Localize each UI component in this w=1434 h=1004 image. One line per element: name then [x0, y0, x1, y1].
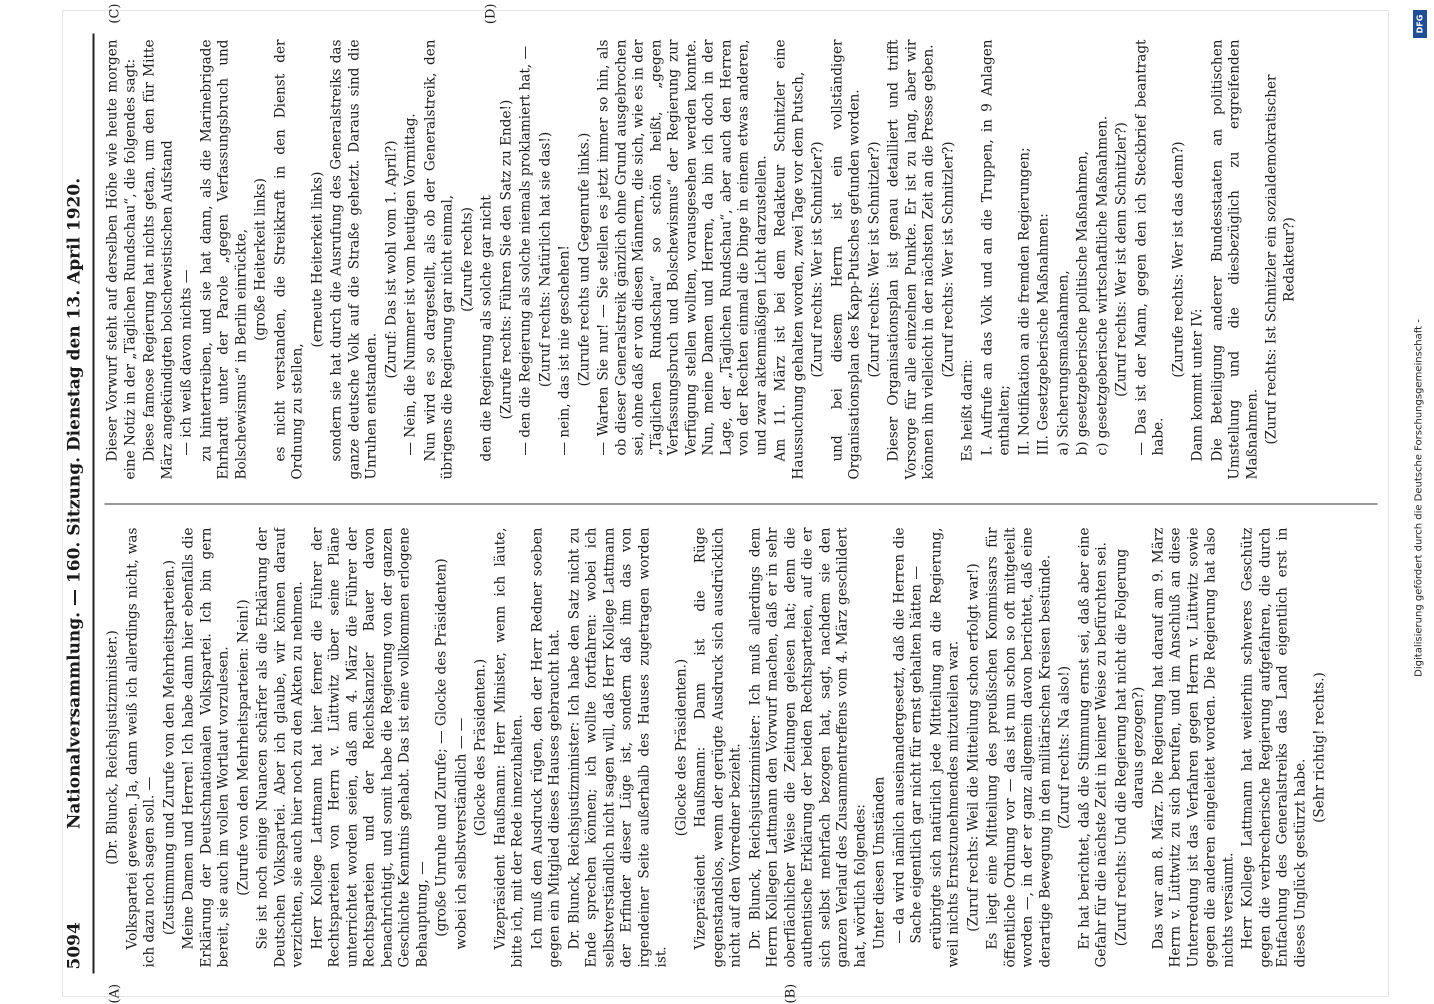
- paragraph: (Zurufe rechts und Gegenrufe links.): [576, 132, 592, 387]
- paragraph: (Zuruf rechts: Ist Schnitzler ein sozialdemokratischer Redakteur?): [1263, 74, 1297, 445]
- paragraph: (Zustimmung und Zurufe von den Mehrheitsparteien.): [161, 559, 177, 936]
- paragraph: Dr. Blunck, Reichsjustizminister: Ich muß allerdings dem Herrn Kollegen Lattmann den Vorwurf machen, daß er in sehr oberflächlicher Weise die Zeitungen gelesen hat; denn die authentische Erklärung der beiden Rechtsparteien, auf die er sich selbst mehrfach bezogen hat, sagt, nachdem sie den ganzen Verlauf des Zusammentreffens vom 4. März geschildert hat, wörtlich folgendes:: [747, 527, 868, 968]
- paragraph: Herr Kollege Lattmann hat hier ferner die Führer der Rechtsparteien von Herrn v. Lüttwitz über seine Pläne unterrichtet worden seien, daß am 4. März die Führer der Rechtsparteien und der Reichskanzler Bauer davon benachrichtigt, und somit habe die Regierung von der ganzen Geschichte Kenntnis gehabt. Das ist eine vollkommen erlogene Behauptung, —: [309, 527, 430, 968]
- paragraph: Die Beteiligung anderer Bundesstaaten an politischen Umstellung und die diesbezüglich zu ergreifenden Maßnahmen.: [1209, 39, 1260, 480]
- paragraph: (Zuruf rechts: Natürlich hat sie das!): [537, 131, 553, 388]
- paragraph: Vizepräsident Haußmann: Dann ist die Rüge gegenstandslos, wenn der gerügte Ausdruck sich ausdrücklich nicht auf den Vorredner bezieht.: [692, 527, 744, 968]
- rotated-page-content: [63, 3, 1388, 1004]
- page-header: [63, 34, 95, 974]
- paragraph: — ich weiß davon nichts —: [178, 269, 195, 456]
- paragraph: Sie ist noch einige Nuancen schärfer als die Erklärung der Deutschen Volkspartei. Aber ich glaube, wir können darauf verzichten, sie auch hier noch zu den Akten zu nehmen.: [254, 527, 306, 968]
- paragraph: (Glocke des Präsidenten.): [673, 658, 689, 837]
- paragraph: — den die Regierung als solche niemals proklamiert hat, —: [517, 45, 534, 456]
- paragraph: (Zurufe rechts: Führen Sie den Satz zu Ende!): [498, 99, 514, 420]
- paragraph: (Zuruf rechts: Na also!): [1056, 665, 1073, 830]
- paragraph: (Zuruf rechts: Wer ist Schnitzler?): [809, 141, 826, 378]
- paragraph: (Zurufe rechts: Wer ist das denn?): [1170, 141, 1186, 378]
- paragraph: Dieser Vorwurf steht auf derselben Höhe wie heute morgen eine Notiz in der „Täglichen Rundschau“, die folgendes sagt:: [104, 39, 138, 480]
- margin-mark-a: (A): [107, 983, 123, 1004]
- paragraph: Diese famose Regierung hat nichts getan, um den für Mitte März angekündigten bolschewistischen Aufstand: [141, 39, 175, 480]
- paragraph: II. Notifikation an die fremden Regierungen;: [1016, 147, 1032, 456]
- left-text-column: [105, 528, 1378, 968]
- paragraph: Es heißt darin:: [959, 359, 976, 462]
- paragraph: — Nein, die Nummer ist vom heutigen Vormittag.: [402, 113, 419, 456]
- paragraph: Nun wird es so dargestellt, als ob der Generalstreik, den übrigens die Regierung gar nicht einmal,: [422, 39, 456, 480]
- paragraph: Es liegt eine Mitteilung des preußischen Kommissars für öffentliche Ordnung vor — das ist nun schon so oft mitgeteilt worden —, in der er ganz allgemein davon berichtet, daß eine derartige Bewegung in den militärischen Kreisen bestünde.: [984, 527, 1053, 968]
- page-title: Nationalversammlung. — 160. Sitzung. Dienstag den 13. April 1920.: [64, 177, 85, 830]
- paragraph: (Sehr richtig! rechts.): [1311, 672, 1328, 823]
- paragraph: erübrigte sich natürlich jede Mitteilung an die Regierung, weil nichts Ernstzunehmendes mitzuteilen war.: [928, 527, 962, 968]
- paragraph: (Zuruf rechts: Und die Regierung hat nicht die Folgerung daraus gezogen?): [1113, 548, 1147, 947]
- paragraph: — da wird nämlich auseinandergesetzt, daß die Herren die Sache eigentlich gar nicht für ernst gehalten hätten —: [891, 527, 925, 944]
- paragraph: (große Heiterkeit links): [252, 178, 269, 341]
- paragraph: (große Unruhe und Zurufe; — Glocke des Präsidenten): [433, 558, 450, 937]
- margin-mark-d: (D): [483, 3, 499, 25]
- paragraph: c) gesetzgeberische wirtschaftliche Maßnahmen.: [1094, 115, 1110, 456]
- scanned-page: [62, 3, 1389, 1004]
- paragraph: (Zurufe von den Mehrheitsparteien: Nein!): [235, 599, 251, 896]
- paragraph: sondern sie hat durch die Ausrufung des Generalstreiks das ganze deutsche Volk auf die Straße gehetzt. Daraus sind die Unruhen entstanden.: [328, 39, 380, 480]
- paragraph: Das war am 8. März. Die Regierung hat darauf am 9. März Herrn v. Lüttwitz zu sich berufen, und im Anschluß an diese Unterredung ist das Verfahren gegen Herrn v. Lüttwitz sowie gegen die anderen eingeleitet worden. Die Regierung hat also nichts versäumt.: [1150, 527, 1236, 968]
- paragraph: (Zuruf rechts: Wer ist Schnitzler?): [940, 141, 956, 378]
- paragraph: den die Regierung als solche gar nicht: [478, 195, 495, 462]
- paragraph: Vizepräsident Haußmann: Herr Minister, wenn ich läute, bitte ich, mit der Rede innezuhalten.: [492, 527, 526, 968]
- paragraph: (Zuruf rechts: Weil die Mitteilung schon erfolgt war!): [965, 563, 981, 932]
- paragraph: wobei ich selbstverständlich — —: [453, 717, 469, 950]
- paragraph: Volkspartei gewesen. Ja, dann weiß ich allerdings nicht, was ich dazu noch sagen soll. —: [124, 527, 158, 968]
- paragraph: Herr Kollege Lattmann hat weiterhin schweres Geschütz gegen die verbrecherische Regierung aufgefahren, die durch Entfachung des Generalstreiks das Land eigentlich erst in dieses Unglück gestürzt habe.: [1239, 527, 1308, 968]
- paragraph: Er hat berichtet, daß die Stimmung ernst sei, daß aber eine Gefahr für die nächste Zeit in keiner Weise zu befürchten sei.: [1076, 527, 1110, 968]
- dfg-logo-text: DFG: [1415, 14, 1425, 34]
- paragraph: (Zuruf rechts: Wer ist denn Schnitzler?): [1113, 122, 1130, 397]
- paragraph: (Zuruf: Das ist wohl vom 1. April?): [383, 140, 399, 379]
- column-divider: [105, 504, 1378, 505]
- paragraph: Dr. Blunck, Reichsjustizminister: Ich habe den Satz nicht zu Ende sprechen können; ich wollte fortfahren: wobei ich selbstverständlich nicht sagen will, daß Herr Kollege Lattmann der Erfinder dieser Lüge ist, sondern daß ihm das von irgendeiner Seite außerhalb des Hauses zugetragen worden ist.: [566, 527, 670, 968]
- paragraph: zu hintertreiben, und sie hat dann, als die Marinebrigade Ehrhardt unter der Parole „gegen Verfassungsbruch und Bolschewismus“ in Berlin einrückte,: [198, 39, 249, 480]
- paragraph: (erneute Heiterkeit links): [309, 171, 325, 348]
- right-text-column: [105, 40, 1378, 480]
- margin-mark-b: (B): [783, 983, 799, 1004]
- paragraph: Am 11. März ist bei dem Redakteur Schnitzler eine Haussuchung gehalten worden, zwei Tage vor dem Putsch,: [772, 39, 806, 480]
- paragraph: (Zurufe rechts): [459, 207, 475, 312]
- paragraph: Dann kommt unter IV:: [1189, 308, 1206, 462]
- paragraph: III. Gesetzgeberische Maßnahmen:: [1035, 213, 1052, 456]
- digitization-credit: [1410, 8, 1428, 988]
- paragraph: Dieser Organisationsplan ist genau detailliert und trifft Vorsorge für alle einzelnen Punkte. Er ist zu lang, aber wir können ihn vielleicht in der nächsten Zeit an die Presse geben.: [885, 39, 937, 480]
- dfg-logo: [1413, 10, 1427, 38]
- margin-mark-c: (C): [107, 3, 123, 24]
- paragraph: — nein, das ist nie geschehen!: [556, 245, 573, 456]
- paragraph: a) Sicherungsmaßnahmen,: [1055, 270, 1071, 456]
- paragraph: (Glocke des Präsidenten.): [472, 658, 489, 837]
- paragraph: und bei diesem Herrn ist ein vollständiger Organisationsplan des Kapp-Putsches gefunden worden.: [829, 39, 863, 480]
- page-number: 5094: [64, 922, 85, 970]
- paragraph: es nicht verstanden, die Streikkraft in den Dienst der Ordnung zu stellen,: [272, 39, 306, 480]
- paragraph: — Das ist der Mann, gegen den ich Steckbrief beantragt habe.: [1133, 39, 1167, 456]
- paragraph: (Dr. Blunck, Reichsjustizminister.): [104, 630, 121, 865]
- paragraph: (Zuruf rechts: Wer ist Schnitzler?): [866, 141, 882, 378]
- credit-text: Digitalisierung gefördert durch die Deutsche Forschungsgemeinschaft -: [1413, 319, 1425, 677]
- paragraph: I. Aufrufe an das Volk und an die Truppen, in 9 Anlagen enthalten;: [979, 39, 1013, 456]
- paragraph: Unter diesen Umständen: [871, 776, 888, 950]
- paragraph: — Warten Sie nur! — Sie stellen es jetzt immer so hin, als ob dieser Generalstreik gänzlich ohne Grund ausgebrochen sei, ohne daß er von diesen Männern, die sich, wie es in der „Täglichen Rundschau“ so schön heißt, „gegen Verfassungsbruch und Bolschewismus“ der Regierung zur Verfügung stellen wollten, vorausgesehen werden konnte. Nun, meine Damen und Herren, da bin ich doch in der Lage, der „Täglichen Rundschau“, aber auch den Herren von der Rechten einmal die Dinge in einem etwas anderen, und zwar aktenmäßigen Licht darzustellen.: [595, 39, 769, 456]
- paragraph: Meine Damen und Herren! Ich habe dann hier ebenfalls die Erklärung der Deutschnationalen Volkspartei. Ich bin gern bereit, sie auch im vollen Wortlaut vorzulesen.: [180, 527, 232, 968]
- paragraph: b) gesetzgeberische politische Maßnahmen,: [1074, 150, 1091, 456]
- paragraph: Ich muß den Ausdruck rügen, den der Herr Redner soeben gegen ein Mitglied dieses Hauses gebraucht hat.: [529, 527, 563, 968]
